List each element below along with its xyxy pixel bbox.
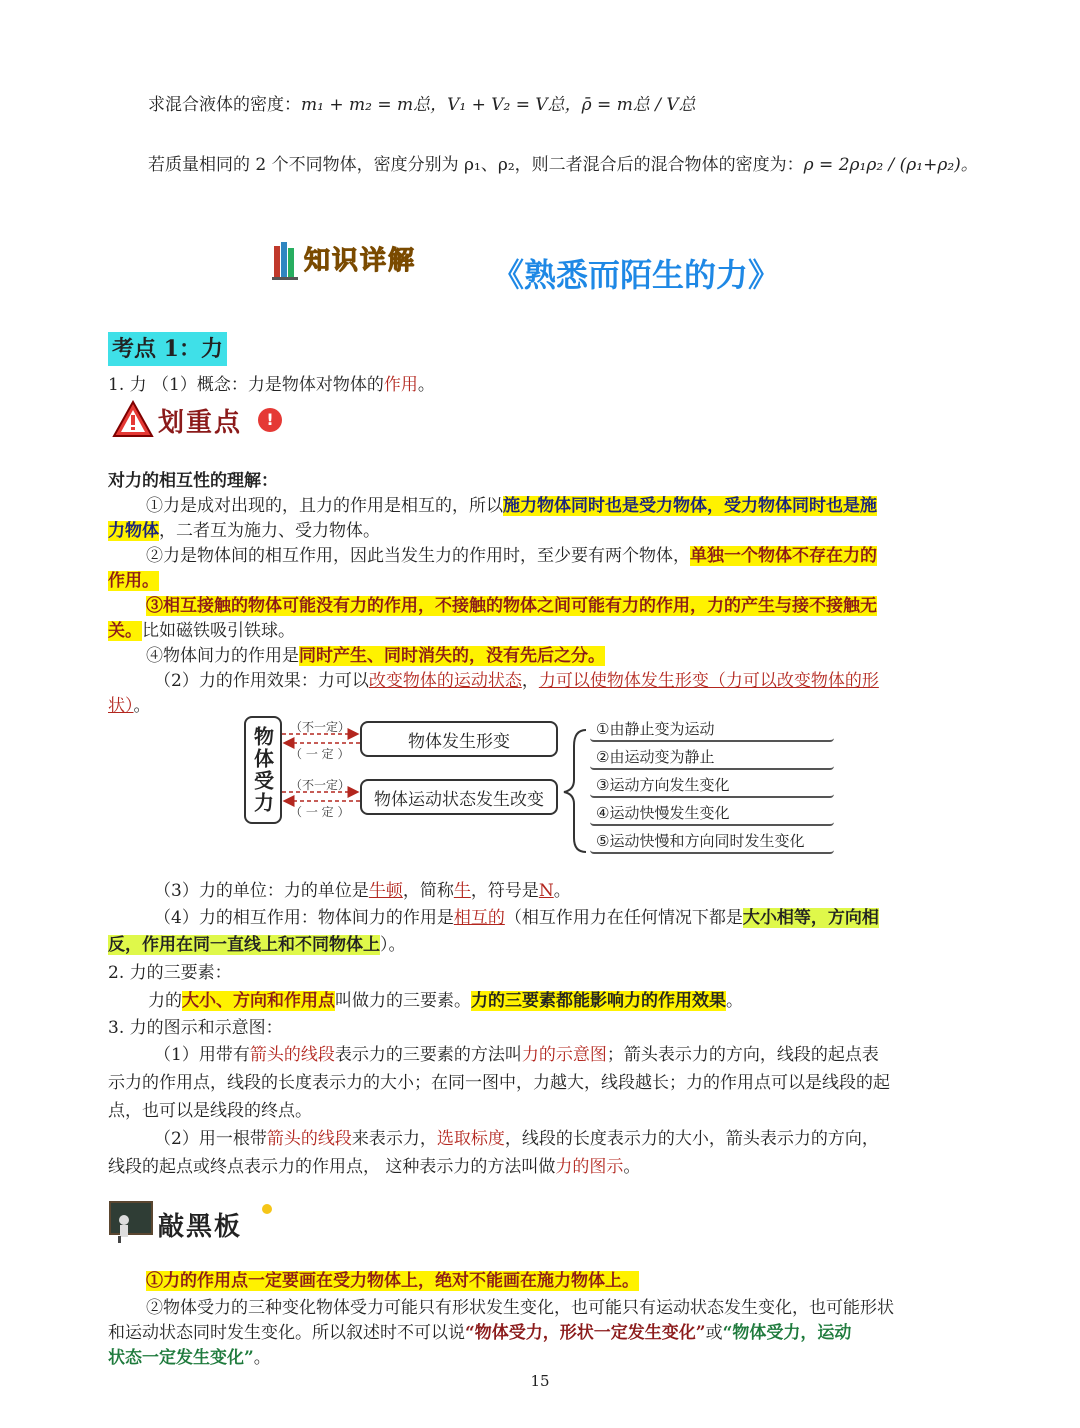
key-point-title: 对力的相互性的理解：	[108, 471, 278, 491]
dt-p1-c: ；箭头表示力的方向，线段的起点表	[606, 1045, 879, 1065]
dt-p2-t2: 选取标度	[436, 1129, 505, 1149]
bb-q2b: 状态一定发生变化”	[108, 1348, 254, 1368]
diagram-text-p1-line-2: 示力的作用点，线段的长度表示力的大小；在同一图中，力越大，线段越长；力的作用点可以是线段的起	[108, 1073, 890, 1093]
eff-term1: 改变物体的运动状态	[368, 671, 522, 691]
dt-p1-a: （1）用带有	[154, 1045, 250, 1065]
diagram-text-p1-line-1	[108, 1040, 1020, 1065]
unit-mid2: ，符号是	[470, 881, 539, 901]
kp3-b: 比如磁铁吸引铁球。	[142, 621, 295, 641]
unit-newton: 牛顿	[368, 881, 403, 901]
three-elements-heading: 2. 力的三要素：	[108, 963, 232, 983]
kp1-hl2: 力物体	[108, 521, 159, 541]
three-b: 叫做力的三要素。	[335, 991, 471, 1011]
dt-p2-a: （2）用一根带	[154, 1129, 267, 1149]
kp2-hl: 单独一个物体不存在力的	[690, 546, 877, 566]
unit-prefix: （3）力的单位：力的单位是	[154, 881, 369, 901]
lightbulb-icon	[262, 1204, 272, 1214]
blackboard-label: 敲黑板	[158, 1212, 243, 1242]
arrow-label-2-bottom: （ 一 定 ）	[290, 805, 350, 819]
def-term: 作用	[383, 375, 418, 395]
mutual-line-2	[108, 930, 974, 955]
diagram-item-3: ③运动方向发生变化	[590, 772, 834, 798]
banner-tag: 知识详解	[304, 246, 417, 276]
bb-end: 。	[253, 1348, 271, 1368]
effects-line-1	[108, 666, 1020, 691]
def-prefix: 1. 力 （1）概念：力是物体对物体的	[108, 375, 384, 395]
kp1-a: ①力是成对出现的，且力的作用是相互的，所以	[146, 496, 503, 516]
kp4-a: ④物体间力的作用是	[146, 646, 299, 666]
key-point-2-line-2	[108, 566, 974, 591]
bb-q2a: “物体受力，运动	[722, 1323, 852, 1343]
alert-icon: !	[258, 408, 282, 432]
books-icon	[272, 240, 300, 280]
eff-term2b: 状）	[108, 696, 134, 716]
mutual-prefix: （4）力的相互作用：物体间力的作用是	[154, 908, 454, 928]
three-elements-text	[108, 986, 1014, 1011]
warning-icon	[112, 400, 154, 438]
unit-end: 。	[553, 881, 571, 901]
three-hl: 大小、方向和作用点	[182, 991, 335, 1011]
diagram-text-p2-line-1	[108, 1124, 1020, 1149]
eff-comma: ，	[521, 671, 539, 691]
dt-p2-t3: 力的图示	[555, 1157, 624, 1177]
key-point-label: 划重点	[158, 408, 243, 438]
key-point-2-line-1	[108, 541, 1012, 566]
blackboard-point-2-line-3	[108, 1343, 974, 1368]
diagram-item-4: ④运动快慢发生变化	[590, 800, 834, 826]
blackboard-point-1	[108, 1266, 1012, 1291]
unit-line	[108, 876, 1020, 901]
eff-term2: 力可以使物体发生形变（力可以改变物体的形	[538, 671, 879, 691]
mutual-hl2: 反，作用在同一直线上和不同物体上	[108, 935, 380, 955]
effects-line-2	[108, 691, 974, 716]
dt-p1-t2: 力的示意图	[521, 1045, 607, 1065]
formula-line-1	[148, 90, 696, 115]
diagram-box-deformation: 物体发生形变	[360, 721, 558, 757]
diagram-left-label: 物体受力	[244, 716, 282, 824]
dt-p1-t1: 箭头的线段	[249, 1045, 335, 1065]
formula-2-prefix: 若质量相同的 2 个不同物体，密度分别为 ρ₁、ρ₂，则二者混合后的混合物体的密度为：	[148, 155, 804, 175]
blackboard-point-2-line-2	[108, 1318, 974, 1343]
arrow-label-1-bottom: （ 一 定 ）	[290, 747, 350, 761]
diagram-item-5: ⑤运动快慢和方向同时发生变化	[590, 828, 834, 854]
key-point-4	[108, 641, 1012, 666]
def-suffix: 。	[417, 375, 435, 395]
dt-p2-t1: 箭头的线段	[266, 1129, 352, 1149]
bb-line2a: 和运动状态同时发生变化。所以叙述时不可以说	[108, 1323, 465, 1343]
formula-1-math: m₁ + m₂ = m总，V₁ + V₂ = V总，ρ̄ = m总 / V总	[301, 95, 696, 115]
key-point-1-line-1	[108, 491, 1012, 516]
dt-p2-b: 来表示力，	[351, 1129, 437, 1149]
mutual-hl: 大小相等，方向相	[742, 908, 879, 928]
key-point-3-line-1	[108, 591, 1012, 616]
kp4-hl: 同时产生、同时消失的，没有先后之分。	[299, 646, 605, 666]
three-hl2: 力的三要素都能影响力的作用效果	[471, 991, 726, 1011]
key-point-1-line-2	[108, 516, 974, 541]
dt-p2-end: 。	[623, 1157, 641, 1177]
unit-symbol: N	[538, 881, 554, 901]
eff-prefix: （2）力的作用效果：力可以	[154, 671, 369, 691]
mutual-line-1	[108, 903, 1020, 928]
kp1-b: ，二者互为施力、受力物体。	[159, 521, 380, 541]
kp2-a: ②力是物体间的相互作用，因此当发生力的作用时，至少要有两个物体，	[146, 546, 690, 566]
bb-or: 或	[705, 1323, 723, 1343]
diagram-item-1: ①由静止变为运动	[590, 716, 834, 742]
diagram-box-motion-change: 物体运动状态发生改变	[360, 779, 558, 815]
key-point-badge	[112, 400, 292, 440]
mutual-end: ）。	[380, 935, 406, 955]
diagram-item-2: ②由运动变为静止	[590, 744, 834, 770]
knowledge-banner	[272, 236, 812, 296]
arrow-label-2-top: （不一定）	[290, 778, 351, 792]
diagram-text-p1-line-3: 点，也可以是线段的终点。	[108, 1101, 312, 1121]
mutual-mid: （相互作用力在任何情况下都是	[504, 908, 743, 928]
formula-1-prefix: 求混合液体的密度：	[148, 95, 301, 115]
force-definition	[108, 370, 974, 395]
key-point-3-line-2	[108, 616, 974, 641]
banner-title: 《熟悉而陌生的力》	[492, 256, 781, 294]
blackboard-icon	[108, 1198, 154, 1244]
eff-end: 。	[133, 696, 151, 716]
blackboard-point-2-line-1: ②物体受力的三种变化物体受力可能只有形状发生变化，也可能只有运动状态发生变化，也可能形状	[146, 1298, 894, 1318]
kp1-hl: 施力物体同时也是受力物体，受力物体同时也是施	[503, 496, 877, 516]
formula-line-2	[148, 150, 978, 175]
page-number: 15	[530, 1372, 550, 1390]
blackboard-badge	[108, 1198, 278, 1246]
diagram-text-p2-line-2	[108, 1152, 974, 1177]
unit-short: 牛	[453, 881, 471, 901]
formula-2-math: ρ = 2ρ₁ρ₂ / (ρ₁+ρ₂)。	[803, 155, 978, 175]
bb-hl: ①力的作用点一定要画在受力物体上，绝对不能画在施力物体上。	[146, 1271, 639, 1291]
kp2-hl2: 作用。	[108, 571, 159, 591]
diagram-brace	[562, 726, 592, 856]
unit-mid: ，简称	[402, 881, 454, 901]
three-end: 。	[726, 991, 743, 1011]
bb-q1: “物体受力，形状一定发生变化”	[465, 1323, 706, 1343]
kp3-hl: ③相互接触的物体可能没有力的作用，不接触的物体之间可能有力的作用，力的产生与接不接触无	[146, 596, 877, 616]
kp3-hl2: 关。	[108, 621, 142, 641]
dt-p1-b: 表示力的三要素的方法叫	[334, 1045, 522, 1065]
diagram-text-heading: 3. 力的图示和示意图：	[108, 1018, 283, 1038]
arrow-label-1-top: （不一定）	[290, 720, 351, 734]
three-a: 力的	[148, 991, 182, 1011]
section-heading: 考点 1：力	[108, 332, 227, 366]
dt-p2-line2a: 线段的起点或终点表示力的作用点， 这种表示力的方法叫做	[108, 1157, 556, 1177]
mutual-term: 相互的	[453, 908, 505, 928]
dt-p2-c: ，线段的长度表示力的大小，箭头表示力的方向，	[504, 1129, 879, 1149]
